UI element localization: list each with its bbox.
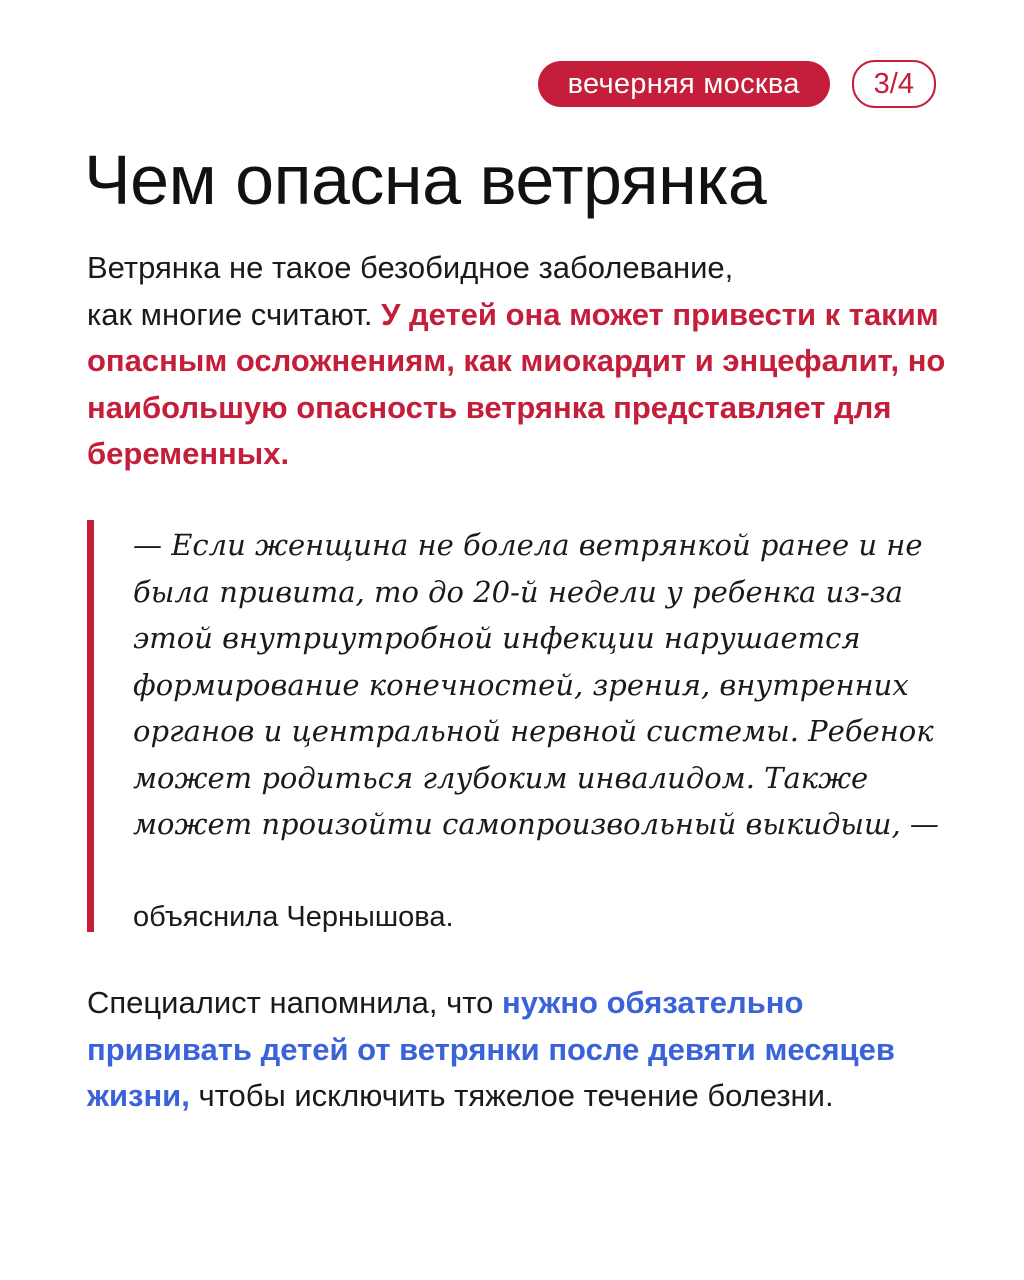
brand-badge: вечерняя москва <box>538 61 830 107</box>
intro-text-line2: как многие считают. <box>87 296 382 332</box>
intro-paragraph <box>87 245 957 478</box>
quote-attribution: объяснила Чернышова. <box>133 901 454 933</box>
page-title: Чем опасна ветрянка <box>84 141 767 219</box>
outro-highlight: нужно обязательно прививать детей от ветрянки после девяти месяцев жизни, <box>87 985 895 1113</box>
header <box>538 60 936 108</box>
quote-bar <box>87 520 94 932</box>
outro-text-end: чтобы исключить тяжелое течение болезни. <box>189 1078 834 1113</box>
intro-text-line1: Ветрянка не такое безобидное заболевание, <box>87 250 734 285</box>
quote-block <box>87 520 967 932</box>
intro-highlight: У детей она может привести к таким опасным осложнениям, как миокардит и энцефалит, но наибольшую опасность ветрянка представляет для беременных. <box>87 296 946 471</box>
page-counter: 3/4 <box>852 60 936 108</box>
outro-text-start: Специалист напомнила, что <box>87 985 502 1020</box>
quote-text: — Если женщина не болела ветрянкой ранее и не была привита, то до 20-й недели у ребенка из-за этой внутриутробной инфекции нарушается формирование конечностей, зрения, внутренних органов и центральной нервной системы. Ребенок может родиться глубоким инвалидом. Также может произойти самопроизвольный выкидыш, — <box>133 528 939 841</box>
outro-paragraph <box>87 980 947 1120</box>
